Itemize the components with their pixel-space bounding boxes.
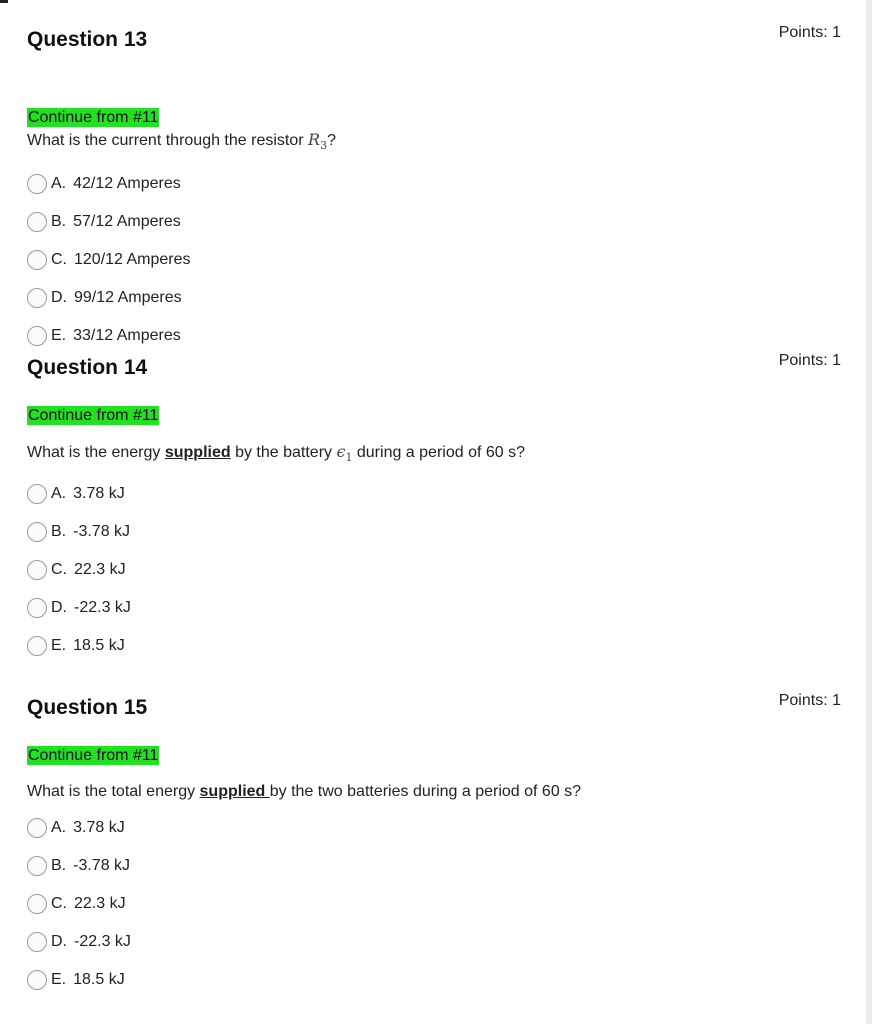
option-text: 18.5 kJ — [73, 971, 125, 988]
scrollbar-track[interactable] — [866, 0, 872, 1024]
option-letter: C. — [51, 251, 67, 269]
question-text-middle: by the battery — [230, 444, 337, 461]
option-letter: D. — [51, 933, 67, 950]
option-e[interactable] — [27, 317, 841, 355]
math-symbol-sub: 1 — [345, 451, 353, 465]
emphasis-supplied: supplied — [164, 444, 231, 461]
question-text — [27, 130, 841, 156]
option-text: 99/12 Amperes — [74, 289, 182, 307]
option-letter: B. — [51, 857, 67, 874]
question-text-before: What is the total energy — [27, 783, 200, 800]
option-letter: C. — [51, 895, 67, 912]
option-e[interactable] — [27, 627, 841, 665]
radio-button[interactable] — [27, 636, 47, 656]
options-list — [27, 809, 841, 999]
radio-button[interactable] — [27, 212, 47, 232]
option-a[interactable] — [27, 165, 841, 203]
math-symbol — [308, 130, 328, 153]
option-letter: D. — [51, 599, 67, 617]
math-symbol-base: ϵ — [336, 442, 346, 461]
radio-button[interactable] — [27, 818, 47, 838]
option-letter: B. — [51, 213, 67, 231]
question-14 — [27, 352, 841, 665]
option-letter: A. — [51, 175, 67, 193]
option-text: 120/12 Amperes — [74, 251, 191, 269]
radio-button[interactable] — [27, 484, 47, 504]
option-text: 18.5 kJ — [73, 637, 125, 655]
question-text-before: What is the current through the resistor — [27, 132, 309, 149]
continue-note: Continue from #11 — [28, 407, 159, 424]
corner-mark — [0, 0, 8, 3]
question-points: Points: 1 — [778, 24, 841, 41]
option-letter: E. — [51, 637, 67, 655]
question-text-before: What is the energy — [27, 444, 165, 461]
option-d[interactable] — [27, 923, 841, 961]
radio-button[interactable] — [27, 326, 47, 346]
math-symbol-base: R — [308, 130, 321, 149]
radio-button[interactable] — [27, 522, 47, 542]
question-title: Question 13 — [27, 28, 148, 51]
option-c[interactable] — [27, 241, 841, 279]
option-text: -22.3 kJ — [74, 599, 131, 617]
option-text: 57/12 Amperes — [73, 213, 181, 231]
option-letter: C. — [51, 561, 67, 579]
question-title: Question 14 — [27, 356, 148, 379]
option-c[interactable] — [27, 551, 841, 589]
option-text: 3.78 kJ — [73, 819, 125, 836]
option-b[interactable] — [27, 513, 841, 551]
radio-button[interactable] — [27, 288, 47, 308]
options-list — [27, 475, 841, 665]
option-text: -3.78 kJ — [73, 857, 131, 874]
question-text — [27, 442, 841, 468]
option-text: 33/12 Amperes — [73, 327, 181, 345]
options-list — [27, 165, 841, 355]
radio-button[interactable] — [27, 560, 47, 580]
continue-note: Continue from #11 — [28, 747, 159, 764]
option-text: 22.3 kJ — [74, 895, 126, 912]
option-letter: B. — [51, 523, 67, 541]
option-text: 3.78 kJ — [73, 485, 125, 503]
option-text: -3.78 kJ — [73, 523, 131, 541]
question-15 — [27, 692, 841, 999]
option-e[interactable] — [27, 961, 841, 999]
question-title: Question 15 — [27, 696, 148, 719]
option-letter: A. — [51, 819, 67, 836]
option-c[interactable] — [27, 885, 841, 923]
option-letter: E. — [51, 327, 67, 345]
math-symbol-sub: 3 — [320, 139, 328, 153]
option-d[interactable] — [27, 589, 841, 627]
question-text-after: during a period of 60 s? — [352, 444, 525, 461]
option-b[interactable] — [27, 203, 841, 241]
radio-button[interactable] — [27, 598, 47, 618]
question-points: Points: 1 — [778, 352, 841, 369]
option-text: 22.3 kJ — [74, 561, 126, 579]
option-letter: D. — [51, 289, 67, 307]
question-points: Points: 1 — [778, 692, 841, 709]
math-symbol — [336, 442, 353, 465]
radio-button[interactable] — [27, 970, 47, 990]
question-text-after: by the two batteries during a period of 60 s? — [269, 783, 582, 800]
option-a[interactable] — [27, 475, 841, 513]
question-text-after: ? — [327, 132, 336, 149]
option-b[interactable] — [27, 847, 841, 885]
option-text: -22.3 kJ — [74, 933, 131, 950]
radio-button[interactable] — [27, 856, 47, 876]
radio-button[interactable] — [27, 174, 47, 194]
option-d[interactable] — [27, 279, 841, 317]
question-text — [27, 782, 841, 802]
radio-button[interactable] — [27, 250, 47, 270]
radio-button[interactable] — [27, 894, 47, 914]
question-13 — [27, 24, 841, 355]
option-letter: E. — [51, 971, 67, 988]
option-a[interactable] — [27, 809, 841, 847]
radio-button[interactable] — [27, 932, 47, 952]
option-letter: A. — [51, 485, 67, 503]
option-text: 42/12 Amperes — [73, 175, 181, 193]
continue-note: Continue from #11 — [28, 109, 159, 126]
emphasis-supplied: supplied — [199, 783, 270, 800]
